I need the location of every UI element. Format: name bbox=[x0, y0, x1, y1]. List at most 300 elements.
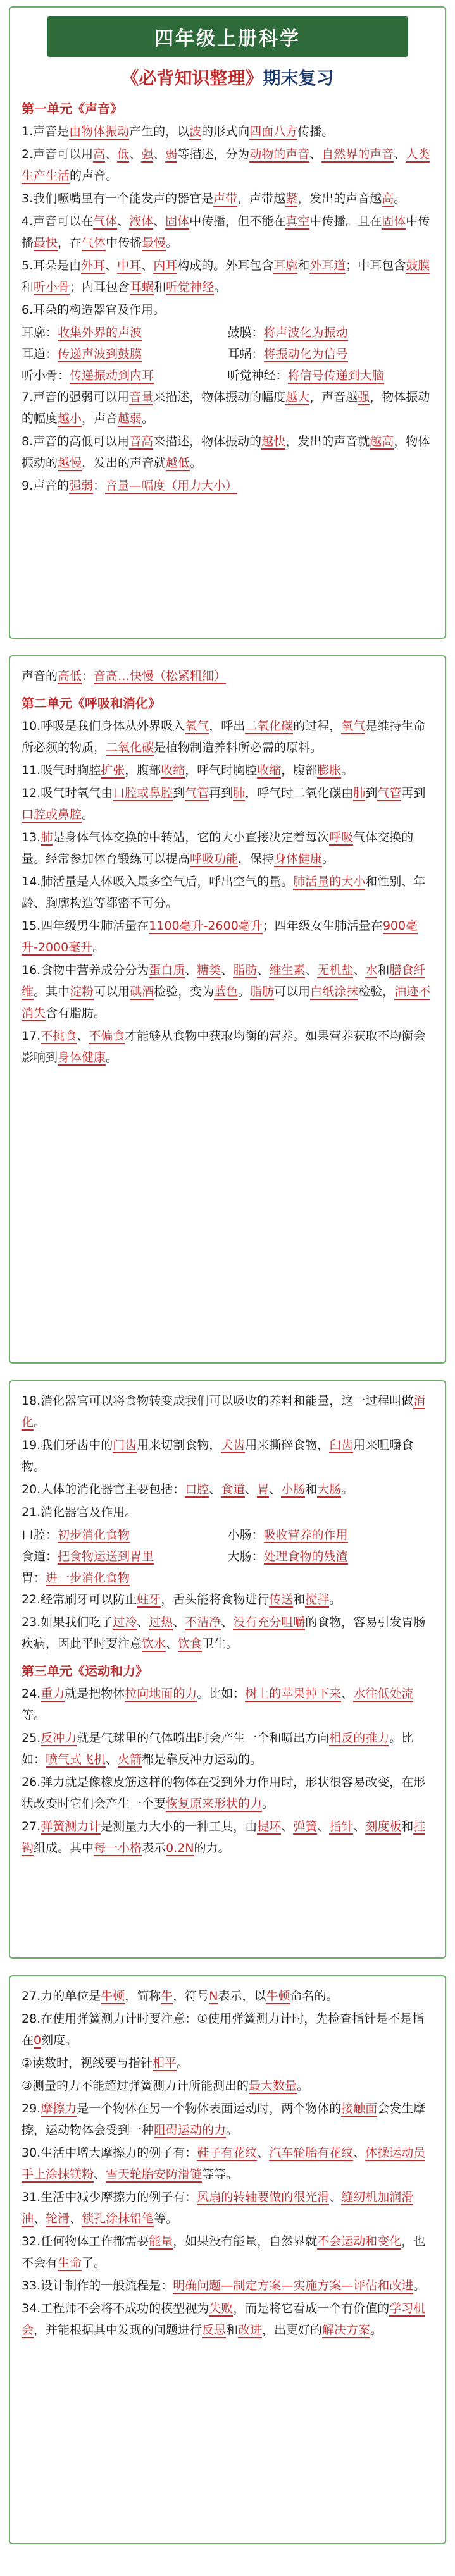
paragraph bbox=[22, 255, 433, 298]
text-segment: 了。 bbox=[82, 2256, 106, 2270]
key-term: 口腔或鼻腔 bbox=[113, 786, 173, 800]
key-term: 挂钩 bbox=[22, 1820, 426, 1855]
text-segment: ，简称 bbox=[125, 1989, 161, 2003]
text-segment: 就是气球里的气体喷出时会产生一个和喷出方向 bbox=[77, 1731, 330, 1745]
organ-function: 收集外界的声波 bbox=[58, 326, 142, 340]
organ-name: 听小骨： bbox=[22, 369, 70, 383]
key-term: 膨胀 bbox=[317, 763, 342, 777]
key-term: 耳廓 bbox=[273, 259, 298, 273]
text-segment: ，呼气时胸腔 bbox=[185, 763, 258, 777]
key-term: 水 bbox=[365, 963, 378, 977]
text-segment: 、 bbox=[353, 963, 366, 977]
unit1-title: 第一单元《声音》 bbox=[22, 101, 123, 116]
text-segment: 中传播，但不能在 bbox=[189, 214, 286, 228]
text-segment: 9.声音的 bbox=[22, 479, 70, 493]
paragraph bbox=[22, 1434, 433, 1477]
paragraph: 6.耳朵的构造器官及作用。 bbox=[22, 303, 166, 317]
text-segment: 组成。其中 bbox=[34, 1841, 94, 1855]
digestive-organ-list bbox=[22, 1524, 433, 1589]
key-term: 四面八方 bbox=[249, 125, 298, 139]
paragraph bbox=[22, 1612, 433, 1655]
text-segment: 、 bbox=[94, 2167, 106, 2181]
key-term: 牛顿 bbox=[101, 1989, 125, 2003]
text-segment: ②读数时，视线要与指针 bbox=[22, 2056, 153, 2070]
key-term: 没有充分咀嚼 bbox=[233, 1615, 306, 1629]
text-segment: ，腹部 bbox=[125, 763, 161, 777]
text-segment: 再到 bbox=[401, 786, 426, 800]
key-term: 改进 bbox=[238, 2323, 263, 2337]
text-segment: 等。 bbox=[154, 2212, 178, 2226]
key-term: 相平 bbox=[153, 2056, 177, 2070]
text-segment: 、 bbox=[129, 147, 142, 161]
text-segment: 18.消化器官可以将食物转变成我们可以吸收的养料和能量，这一过程叫做 bbox=[22, 1394, 414, 1408]
text-segment: 。 bbox=[341, 1482, 354, 1496]
key-term: 蛀牙 bbox=[137, 1593, 161, 1606]
key-term: 耳蜗 bbox=[130, 280, 154, 294]
paragraph bbox=[22, 760, 433, 781]
key-term: 气体 bbox=[93, 214, 118, 228]
text-segment: ，发出的声音就 bbox=[82, 456, 166, 470]
text-segment: 。 bbox=[214, 280, 227, 294]
text-segment: 和 bbox=[22, 280, 34, 294]
text-segment: 表示，以 bbox=[218, 1989, 266, 2003]
key-term: 饮食 bbox=[178, 1637, 203, 1651]
card-unit2-digestion bbox=[9, 1380, 446, 1959]
text-segment: 、 bbox=[209, 1482, 221, 1496]
text-segment: 、 bbox=[257, 2146, 270, 2160]
key-term: 强 bbox=[141, 147, 154, 161]
key-term: 淀粉 bbox=[70, 985, 94, 999]
key-term: 气体 bbox=[82, 236, 106, 250]
text-segment: 和 bbox=[297, 259, 310, 273]
paragraph bbox=[22, 2098, 433, 2141]
text-segment: 含有脂肪。 bbox=[46, 1006, 106, 1020]
paragraph bbox=[22, 2186, 433, 2229]
text-segment: ： bbox=[93, 479, 106, 493]
text-segment: ；四年级女生肺活量在 bbox=[262, 919, 383, 933]
text-segment: 命名的。 bbox=[290, 1989, 339, 2003]
text-segment: 、 bbox=[117, 214, 130, 228]
organ-function: 吸收营养的作用 bbox=[263, 1528, 348, 1542]
text-segment: 等。 bbox=[22, 1708, 46, 1722]
paragraph bbox=[22, 1683, 433, 1726]
text-segment: 、 bbox=[221, 1615, 234, 1629]
key-term: 牛顿 bbox=[266, 1989, 290, 2003]
key-term: 每一小格 bbox=[94, 1841, 142, 1855]
key-term: 传送 bbox=[269, 1593, 294, 1606]
organ-name: 食道： bbox=[22, 1550, 58, 1563]
key-term: 弹簧 bbox=[293, 1820, 318, 1833]
text-segment: ，发出的声音就 bbox=[285, 434, 370, 448]
organ-function: 处理食物的残渣 bbox=[263, 1550, 348, 1563]
text-segment: 27. bbox=[22, 1820, 41, 1833]
text-segment: 声音的 bbox=[22, 669, 58, 683]
text-segment: 和性别、年龄、胸廓构造等都密不可分。 bbox=[22, 875, 426, 910]
key-term: 动物的声音 bbox=[249, 147, 310, 161]
text-segment: 。 bbox=[190, 456, 203, 470]
key-term: 身体健康 bbox=[274, 852, 323, 866]
text-segment: 。 bbox=[238, 985, 251, 999]
text-segment: ，并能根据其中发现的问题进行 bbox=[34, 2323, 203, 2337]
organ-row bbox=[22, 1546, 433, 1567]
key-term: 饮水 bbox=[142, 1637, 166, 1651]
text-segment: 产生的，以 bbox=[129, 125, 190, 139]
key-term: 搅拌 bbox=[305, 1593, 330, 1606]
text-segment: 3.我们噘嘴里有一个能发声的器官是 bbox=[22, 192, 214, 206]
key-term: 1100毫升-2600毫升 bbox=[149, 919, 263, 933]
paragraph bbox=[22, 386, 433, 429]
key-term: 扩张 bbox=[101, 763, 125, 777]
key-term: 鞋子有花纹 bbox=[197, 2146, 258, 2160]
key-term: 外耳 bbox=[81, 259, 106, 273]
key-term: 轮滑 bbox=[46, 2212, 70, 2226]
text-segment: ；内耳包含 bbox=[70, 280, 130, 294]
text-segment: 7.声音的强弱可以用 bbox=[22, 390, 130, 404]
text-segment: 、 bbox=[329, 2190, 342, 2204]
key-term: 脂肪 bbox=[233, 963, 258, 977]
organ-name: 小肠： bbox=[227, 1528, 264, 1542]
text-segment: 22.经常刷牙可以防止 bbox=[22, 1593, 137, 1606]
text-segment: 、 bbox=[245, 1482, 258, 1496]
key-term: 越低 bbox=[166, 456, 190, 470]
text-segment: 、 bbox=[34, 2212, 46, 2226]
text-segment: 。 bbox=[262, 1797, 275, 1811]
text-segment: ，保持 bbox=[238, 852, 275, 866]
text-segment: ，发出的声音越 bbox=[297, 192, 382, 206]
text-segment: ，腹部 bbox=[281, 763, 318, 777]
key-term: 提环 bbox=[257, 1820, 282, 1833]
key-term: 最快 bbox=[34, 236, 58, 250]
text-segment: 和 bbox=[401, 1820, 414, 1833]
text-segment: 来描述，物体振动的幅度 bbox=[153, 390, 286, 404]
text-segment: 气体交换的量。经常参加体育锻练可以提高 bbox=[22, 830, 414, 866]
paragraph bbox=[22, 2275, 433, 2296]
key-term: N bbox=[209, 1989, 218, 2003]
key-term: 低 bbox=[117, 147, 130, 161]
text-segment: 中传播 bbox=[106, 236, 142, 250]
text-segment: 、 bbox=[353, 2146, 366, 2160]
unit3-title: 第三单元《运动和力》 bbox=[22, 1663, 148, 1679]
key-term: 最大数量 bbox=[249, 2079, 297, 2093]
key-term: 真空 bbox=[285, 214, 310, 228]
text-segment: 、 bbox=[341, 1687, 354, 1701]
organ-function: 将声波化为振动 bbox=[263, 326, 348, 340]
text-segment: 14.肺活量是人体吸入最多空气后，呼出空气的量。 bbox=[22, 875, 294, 889]
text-segment: 中传播 bbox=[22, 214, 430, 250]
paragraph bbox=[22, 1479, 433, 1500]
key-term: 不洁净 bbox=[185, 1615, 221, 1629]
key-term: 波 bbox=[189, 125, 202, 139]
key-term: 风扇的转轴要做的很光滑 bbox=[197, 2190, 330, 2204]
text-segment: 、 bbox=[281, 1820, 294, 1833]
text-segment: 来描述，物体振动的 bbox=[153, 434, 262, 448]
text-segment: 表示 bbox=[142, 1841, 166, 1855]
paragraph bbox=[22, 2075, 433, 2097]
text-segment: 。 bbox=[142, 412, 154, 426]
text-segment: ，符号 bbox=[173, 1989, 209, 2003]
paragraph bbox=[22, 915, 433, 958]
key-term: 紧 bbox=[285, 192, 298, 206]
text-segment: ③测量的力不能超过弹簧测力计所能测出的 bbox=[22, 2079, 249, 2093]
text-segment: ，而是将它看成一个有价值的 bbox=[233, 2302, 390, 2315]
text-segment: 、 bbox=[269, 1482, 282, 1496]
text-segment: 、 bbox=[166, 1637, 178, 1651]
text-segment: 、 bbox=[309, 147, 322, 161]
text-segment: 。 bbox=[82, 808, 94, 822]
text-segment: ： bbox=[82, 669, 94, 683]
text-segment: ，声音越 bbox=[309, 390, 358, 404]
key-term: 过热 bbox=[149, 1615, 173, 1629]
key-term: 内耳 bbox=[153, 259, 178, 273]
key-term: 恢复原来形状的力 bbox=[166, 1797, 263, 1811]
text-segment: 10.呼吸是我们身体从外界吸入 bbox=[22, 719, 185, 733]
text-segment: 检验，变为 bbox=[154, 985, 215, 999]
text-segment: 16.食物中营养成分分为 bbox=[22, 963, 149, 977]
key-term: 肺 bbox=[353, 786, 366, 800]
text-segment: 、 bbox=[105, 147, 118, 161]
organ-row bbox=[22, 322, 433, 343]
key-term: 氧气 bbox=[341, 719, 366, 733]
text-segment: 和 bbox=[377, 963, 390, 977]
text-segment: 、 bbox=[153, 214, 166, 228]
key-term: 鼓膜 bbox=[406, 259, 430, 273]
text-segment: 的食物，容易引发胃肠疾病，因此平时要注意 bbox=[22, 1615, 426, 1651]
text-segment: 才能够从食物中获取均衡的营养。如果营养获取不均衡会影响到 bbox=[22, 1029, 426, 1064]
key-term: 中耳 bbox=[117, 259, 142, 273]
key-term: 相反的推力 bbox=[329, 1731, 390, 1745]
paragraph bbox=[22, 2142, 433, 2185]
key-term: 自然界的声音 bbox=[321, 147, 394, 161]
paragraph bbox=[22, 1390, 433, 1433]
key-term: 口腔 bbox=[185, 1482, 209, 1496]
text-segment: 。 bbox=[370, 2323, 383, 2337]
key-term: 人类生产生活 bbox=[22, 147, 430, 183]
text-segment: 15.四年级男生肺活量在 bbox=[22, 919, 149, 933]
organ-cell bbox=[228, 1546, 434, 1567]
text-segment: 。比如： bbox=[197, 1687, 246, 1701]
text-segment: 传播。 bbox=[297, 125, 334, 139]
key-term: 锁孔涂抹铅笔 bbox=[82, 2212, 154, 2226]
key-term: 最慢 bbox=[142, 236, 166, 250]
key-term: 维生素 bbox=[269, 963, 306, 977]
key-term: 消化 bbox=[22, 1394, 426, 1429]
text-segment: 29. bbox=[22, 2102, 41, 2116]
text-segment: ，声带越 bbox=[237, 192, 286, 206]
key-term: 固体 bbox=[165, 214, 190, 228]
key-term: 0 bbox=[34, 2033, 42, 2047]
text-segment: 和 bbox=[305, 1482, 318, 1496]
paragraph bbox=[22, 1772, 433, 1815]
key-term: 刻度板 bbox=[365, 1820, 402, 1833]
organ-row bbox=[22, 343, 433, 365]
text-segment: 5.耳朵是由 bbox=[22, 259, 82, 273]
text-segment: 32.任何物体工作都需要 bbox=[22, 2234, 149, 2248]
organ-name: 口腔： bbox=[22, 1528, 58, 1542]
text-segment: 、 bbox=[185, 963, 197, 977]
key-term: 臼齿 bbox=[329, 1438, 354, 1452]
key-term: 高 bbox=[93, 147, 106, 161]
key-term: 食道 bbox=[221, 1482, 246, 1496]
text-segment: 1.声音是 bbox=[22, 125, 70, 139]
text-segment: 都是靠反冲力运动的。 bbox=[142, 1753, 263, 1766]
text-segment: 4.声音可以在 bbox=[22, 214, 94, 228]
key-term: 强弱 bbox=[69, 479, 94, 493]
key-term: 听小骨 bbox=[34, 280, 70, 294]
text-segment: 就是把物体 bbox=[65, 1687, 125, 1701]
organ-function: 把食物运送到胃里 bbox=[58, 1550, 154, 1563]
key-term: 液体 bbox=[129, 214, 154, 228]
key-term: 气管 bbox=[185, 786, 209, 800]
key-term: 能量 bbox=[149, 2234, 173, 2248]
text-segment: 。 bbox=[394, 192, 406, 206]
key-term: 大肠 bbox=[317, 1482, 342, 1496]
text-segment: 、 bbox=[221, 963, 234, 977]
key-term: 由物体振动 bbox=[69, 125, 130, 139]
organ-cell bbox=[228, 1524, 434, 1546]
text-segment: 、 bbox=[257, 963, 270, 977]
key-term: 越快 bbox=[261, 434, 286, 448]
text-segment: 、 bbox=[106, 1753, 118, 1766]
key-term: 白纸涂抹 bbox=[310, 985, 359, 999]
text-segment: 、 bbox=[153, 147, 166, 161]
key-term: 弹簧测力计 bbox=[41, 1820, 101, 1833]
text-segment: ；中耳包含 bbox=[346, 259, 406, 273]
text-segment: 用来撕碎食物， bbox=[245, 1438, 330, 1452]
key-term: 声带 bbox=[213, 192, 238, 206]
text-segment: 等描述，分为 bbox=[177, 147, 250, 161]
text-segment: 再到 bbox=[209, 786, 234, 800]
text-segment: 24. bbox=[22, 1687, 41, 1701]
key-term: 无机盐 bbox=[317, 963, 354, 977]
key-term: 雪天轮胎安防滑链 bbox=[106, 2167, 203, 2181]
card-unit3-continued bbox=[9, 1975, 446, 2544]
paragraph bbox=[22, 475, 433, 496]
key-term: 肺 bbox=[41, 830, 53, 844]
key-term: 膳食纤维 bbox=[22, 963, 426, 999]
paragraph bbox=[22, 665, 433, 687]
key-term: 明确问题—制定方案—实施方案—评估和改进 bbox=[173, 2279, 414, 2293]
text-segment: ，如果没有能量，自然界就 bbox=[173, 2234, 318, 2248]
text-segment: 的过程， bbox=[293, 719, 342, 733]
unit2-title: 第二单元《呼吸和消化》 bbox=[22, 696, 161, 711]
organ-cell bbox=[228, 322, 434, 343]
key-term: 蛋白质 bbox=[149, 963, 185, 977]
key-term: 脂肪 bbox=[250, 985, 275, 999]
key-term: 门齿 bbox=[113, 1438, 137, 1452]
text-segment: 和 bbox=[226, 2323, 239, 2337]
text-segment: 23.如果我们吃了 bbox=[22, 1615, 113, 1629]
organ-cell bbox=[22, 1524, 228, 1546]
organ-cell bbox=[22, 343, 228, 365]
text-segment: ，物体振动的幅度 bbox=[22, 390, 430, 426]
text-segment: 用来切割食物， bbox=[137, 1438, 221, 1452]
key-term: 喷气式飞机 bbox=[46, 1753, 106, 1766]
key-term: 气管 bbox=[377, 786, 402, 800]
paragraph bbox=[22, 827, 433, 870]
key-term: 音量—幅度（用力大小） bbox=[105, 479, 238, 493]
key-term: 收缩 bbox=[161, 763, 185, 777]
text-segment: 20.人体的消化器官主要包括： bbox=[22, 1482, 185, 1496]
key-term: 指针 bbox=[329, 1820, 354, 1833]
text-segment: 、 bbox=[317, 1820, 330, 1833]
text-segment: 。 bbox=[34, 1415, 46, 1429]
key-term: 越小 bbox=[58, 412, 82, 426]
text-segment: 2.声音可以用 bbox=[22, 147, 94, 161]
key-term: 900毫升-2000毫升 bbox=[22, 919, 418, 954]
key-term: 0.2N bbox=[166, 1841, 194, 1855]
page-subtitle: 《必背知识整理》期末复习 bbox=[121, 68, 334, 89]
paragraph bbox=[22, 1816, 433, 1859]
text-segment: 构成的。外耳包含 bbox=[177, 259, 274, 273]
text-segment: 是维持生命所必须的物质， bbox=[22, 719, 426, 755]
text-segment: 中传播。且在 bbox=[309, 214, 382, 228]
key-term: 高低 bbox=[58, 669, 82, 683]
text-segment: 30.生活中增大摩擦力的例子有： bbox=[22, 2146, 197, 2160]
paragraph bbox=[22, 431, 433, 474]
text-segment: 到 bbox=[173, 786, 185, 800]
key-term: 学习机会 bbox=[22, 2302, 426, 2337]
key-term: 阻碍运动的力 bbox=[154, 2123, 227, 2137]
paragraph bbox=[22, 2231, 433, 2274]
key-term: 不会运动和变化 bbox=[317, 2234, 402, 2248]
text-segment: 。 bbox=[329, 1593, 342, 1606]
text-segment: 可以用 bbox=[94, 985, 130, 999]
text-segment: 是身体气体交换的中转站，它的大小直接决定着每次 bbox=[53, 830, 330, 844]
key-term: 接触面 bbox=[341, 2102, 378, 2116]
key-term: 越弱 bbox=[118, 412, 142, 426]
key-term: 音量 bbox=[129, 390, 154, 404]
organ-function: 将振动化为信号 bbox=[263, 347, 348, 361]
text-segment: 。其中 bbox=[34, 985, 70, 999]
key-term: 肺 bbox=[233, 786, 246, 800]
key-term: 越慢 bbox=[58, 456, 82, 470]
key-term: 呼吸功能 bbox=[190, 852, 239, 866]
text-segment: 8.声音的高低可以用 bbox=[22, 434, 130, 448]
text-segment: 28.在使用弹簧测力计时要注意：①使用弹簧测力计时，先检查指针是不是指在 bbox=[22, 2012, 425, 2047]
text-segment: 到 bbox=[365, 786, 378, 800]
text-segment: 。 bbox=[341, 763, 354, 777]
text-segment: 是测量力大小的一种工具，由 bbox=[101, 1820, 258, 1833]
paragraph bbox=[22, 1985, 433, 2007]
paragraph bbox=[22, 2008, 433, 2051]
key-term: 固体 bbox=[382, 214, 406, 228]
paragraph bbox=[22, 1727, 433, 1770]
key-term: 犬齿 bbox=[221, 1438, 246, 1452]
organ-name: 耳蜗： bbox=[227, 347, 264, 361]
text-segment: ，声音 bbox=[82, 412, 118, 426]
key-term: 拉向地面的力 bbox=[125, 1687, 197, 1701]
text-segment: 12.吸气时氧气由 bbox=[22, 786, 113, 800]
organ-function: 传递振动到内耳 bbox=[70, 369, 154, 383]
organ-cell bbox=[22, 365, 228, 386]
text-segment: 、 bbox=[70, 2212, 82, 2226]
paragraph bbox=[22, 121, 433, 142]
text-segment: 。 bbox=[413, 2279, 426, 2293]
key-term: 蓝色 bbox=[214, 985, 239, 999]
key-term: 糖类 bbox=[197, 963, 221, 977]
ear-organ-list bbox=[22, 322, 433, 386]
text-segment: 11.吸气时胸腔 bbox=[22, 763, 101, 777]
text-segment: 34.工程师不会将不成功的模型视为 bbox=[22, 2302, 209, 2315]
paragraph bbox=[22, 144, 433, 187]
key-term: 音高 bbox=[129, 434, 154, 448]
text-segment: 25. bbox=[22, 1731, 41, 1745]
key-term: 解决方案 bbox=[322, 2323, 371, 2337]
organ-cell bbox=[228, 343, 434, 365]
text-segment: 。 bbox=[297, 2079, 309, 2093]
text-segment: 可以用 bbox=[274, 985, 311, 999]
text-segment: 。 bbox=[177, 2056, 189, 2070]
